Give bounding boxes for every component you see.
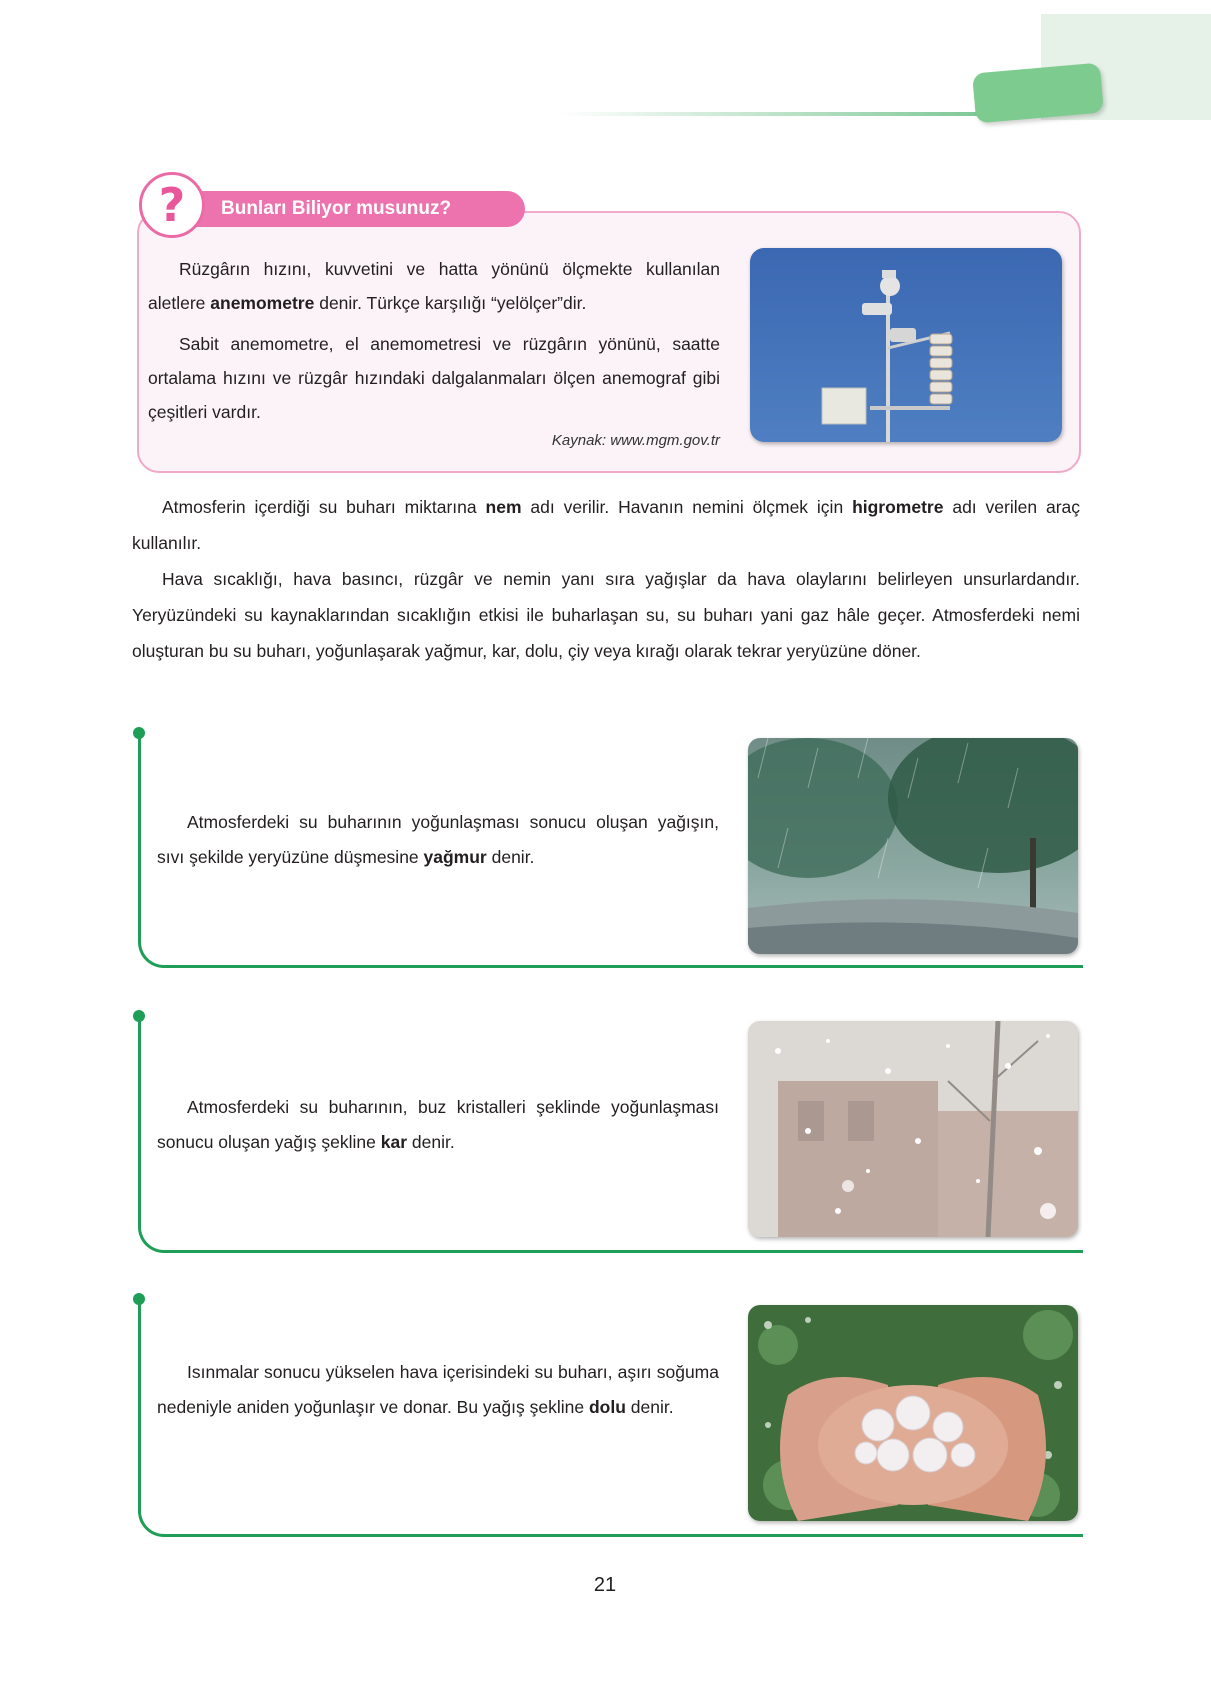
info-box-title: Bunları Biliyor musunuz? bbox=[193, 191, 525, 227]
info-paragraph-2: Sabit anemometre, el anemometresi ve rüzgârın yönünü, saatte ortalama hızını ve rüzgâr hızındaki dalgalanmaları ölçen anemograf gibi çeşitleri vardır. bbox=[148, 334, 720, 422]
definition-hail-text: Isınmalar sonucu yükselen hava içerisindeki su buharı, aşırı soğuma nedeniyle aniden yoğunlaşır ve donar. Bu yağış şekline dolu denir. bbox=[157, 1362, 719, 1417]
question-mark-icon: ? bbox=[139, 172, 205, 238]
info-paragraph-1: Rüzgârın hızını, kuvvetini ve hatta yönünü ölçmekte kullanılan aletlere anemometre denir. Türkçe karşılığı “yelölçer”dir. bbox=[148, 259, 720, 313]
header-decoration-line bbox=[560, 112, 980, 116]
snow-photo bbox=[748, 1021, 1078, 1237]
definition-rain-text: Atmosferdeki su buharının yoğunlaşması sonucu oluşan yağışın, sıvı şekilde yeryüzüne düşmesine yağmur denir. bbox=[157, 812, 719, 867]
hail-photo bbox=[748, 1305, 1078, 1521]
body-paragraph-2: Hava sıcaklığı, hava basıncı, rüzgâr ve nemin yanı sıra yağışlar da hava olaylarını belirleyen unsurlardandır. Yeryüzündeki su kaynaklarından sıcaklığın etkisi ile buharlaşan su, su buharı yani gaz hâle geçer. Atmosferdeki nemi oluşturan bu su buharı, yoğunlaşarak yağmur, kar, dolu, çiy veya kırağı olarak tekrar yeryüzüne döner. bbox=[132, 569, 1080, 661]
anemometer-photo bbox=[750, 248, 1062, 442]
source-citation: Kaynak: www.mgm.gov.tr bbox=[551, 432, 720, 449]
page-number: 21 bbox=[593, 1574, 617, 1596]
rain-photo bbox=[748, 738, 1078, 954]
body-paragraph-1: Atmosferin içerdiği su buharı miktarına nem adı verilir. Havanın nemini ölçmek için higrometre adı verilen araç kullanılır. bbox=[132, 497, 1081, 553]
definition-snow-text: Atmosferdeki su buharının, buz kristalleri şeklinde yoğunlaşması sonucu oluşan yağış şekline kar denir. bbox=[157, 1097, 719, 1152]
